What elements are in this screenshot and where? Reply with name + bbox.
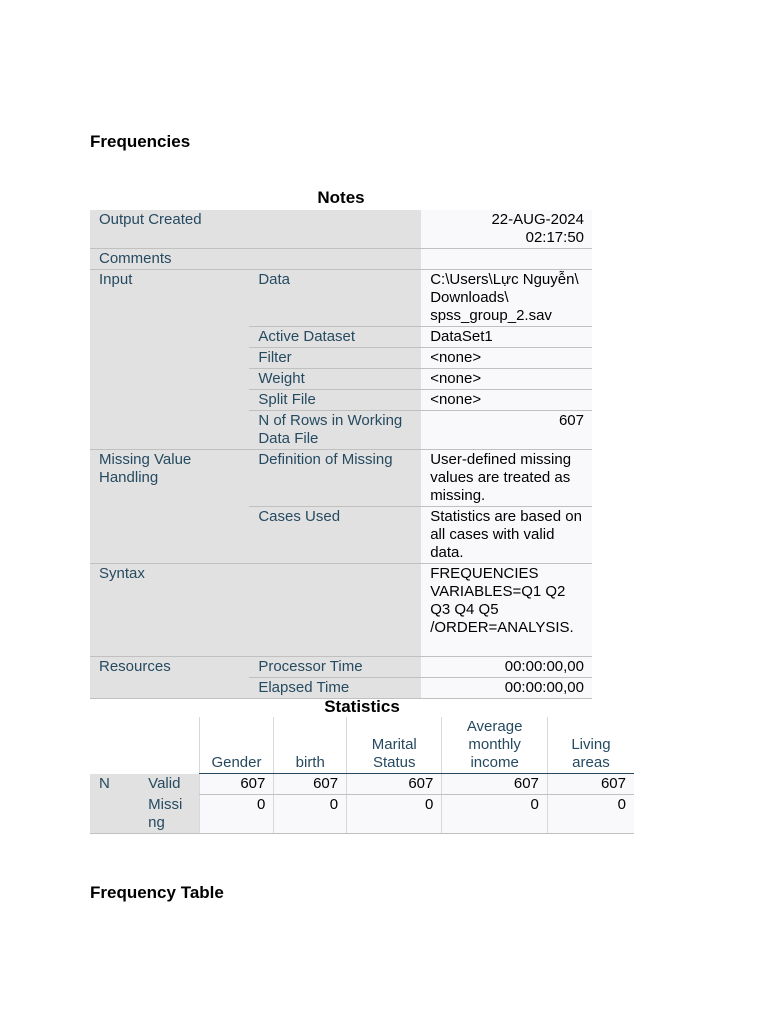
comments-value bbox=[421, 249, 592, 270]
row-label-missing: Missing bbox=[139, 795, 199, 834]
row-label-valid: Valid bbox=[139, 774, 199, 795]
row-group-label-n: N bbox=[90, 774, 139, 834]
table-cell: 0 bbox=[442, 795, 548, 834]
column-header-birth: birth bbox=[274, 717, 347, 774]
row-label-cases-used: Cases Used bbox=[249, 507, 421, 564]
table-cell: 607 bbox=[547, 774, 634, 795]
data-path-value: C:\Users\Lực Nguyễn\ Downloads\ spss_group_2.sav bbox=[421, 270, 592, 327]
row-label-data: Data bbox=[249, 270, 421, 327]
notes-table bbox=[90, 210, 592, 699]
weight-value: <none> bbox=[421, 369, 592, 390]
row-label-processor-time: Processor Time bbox=[249, 657, 421, 678]
row-label-input: Input bbox=[90, 270, 249, 450]
elapsed-time-value: 00:00:00,00 bbox=[421, 678, 592, 699]
definition-of-missing-value: User-defined missing values are treated as missing. bbox=[421, 450, 592, 507]
row-label-resources: Resources bbox=[90, 657, 249, 699]
table-cell: 607 bbox=[442, 774, 548, 795]
table-header-row bbox=[90, 717, 634, 774]
column-header-marital-status: Marital Status bbox=[347, 717, 442, 774]
cases-used-value: Statistics are based on all cases with valid data. bbox=[421, 507, 592, 564]
frequencies-heading: Frequencies bbox=[90, 132, 191, 151]
statistics-table-title: Statistics bbox=[324, 697, 400, 716]
header-blank bbox=[139, 717, 199, 774]
statistics-table bbox=[90, 717, 634, 834]
table-row bbox=[90, 450, 592, 507]
row-label-filter: Filter bbox=[249, 348, 421, 369]
syntax-value: FREQUENCIES VARIABLES=Q1 Q2 Q3 Q4 Q5 /ORDER=ANALYSIS. bbox=[421, 564, 592, 657]
table-cell: 607 bbox=[199, 774, 274, 795]
table-cell: 0 bbox=[347, 795, 442, 834]
table-cell: 607 bbox=[274, 774, 347, 795]
table-cell: 0 bbox=[199, 795, 274, 834]
row-label-output-created: Output Created bbox=[90, 210, 421, 249]
column-header-living-areas: Living areas bbox=[547, 717, 634, 774]
row-label-active-dataset: Active Dataset bbox=[249, 327, 421, 348]
table-row bbox=[90, 210, 592, 249]
table-cell: 0 bbox=[274, 795, 347, 834]
table-cell: 0 bbox=[547, 795, 634, 834]
row-label-missing-value-handling: Missing Value Handling bbox=[90, 450, 249, 564]
row-label-split-file: Split File bbox=[249, 390, 421, 411]
table-row bbox=[90, 774, 634, 795]
table-row bbox=[90, 795, 634, 834]
row-label-weight: Weight bbox=[249, 369, 421, 390]
table-row bbox=[90, 657, 592, 678]
split-file-value: <none> bbox=[421, 390, 592, 411]
filter-value: <none> bbox=[421, 348, 592, 369]
row-label-definition-of-missing: Definition of Missing bbox=[249, 450, 421, 507]
table-row bbox=[90, 564, 592, 657]
row-label-syntax: Syntax bbox=[90, 564, 421, 657]
table-cell: 607 bbox=[347, 774, 442, 795]
n-rows-value: 607 bbox=[421, 411, 592, 450]
column-header-average-monthly-income: Average monthly income bbox=[442, 717, 548, 774]
notes-table-title: Notes bbox=[317, 188, 365, 207]
table-row bbox=[90, 270, 592, 327]
processor-time-value: 00:00:00,00 bbox=[421, 657, 592, 678]
output-created-value: 22-AUG-2024 02:17:50 bbox=[421, 210, 592, 249]
row-label-n-rows: N of Rows in Working Data File bbox=[249, 411, 421, 450]
table-row bbox=[90, 249, 592, 270]
row-label-elapsed-time: Elapsed Time bbox=[249, 678, 421, 699]
frequency-table-heading: Frequency Table bbox=[90, 883, 224, 902]
header-blank bbox=[90, 717, 139, 774]
active-dataset-value: DataSet1 bbox=[421, 327, 592, 348]
column-header-gender: Gender bbox=[199, 717, 274, 774]
row-label-comments: Comments bbox=[90, 249, 421, 270]
